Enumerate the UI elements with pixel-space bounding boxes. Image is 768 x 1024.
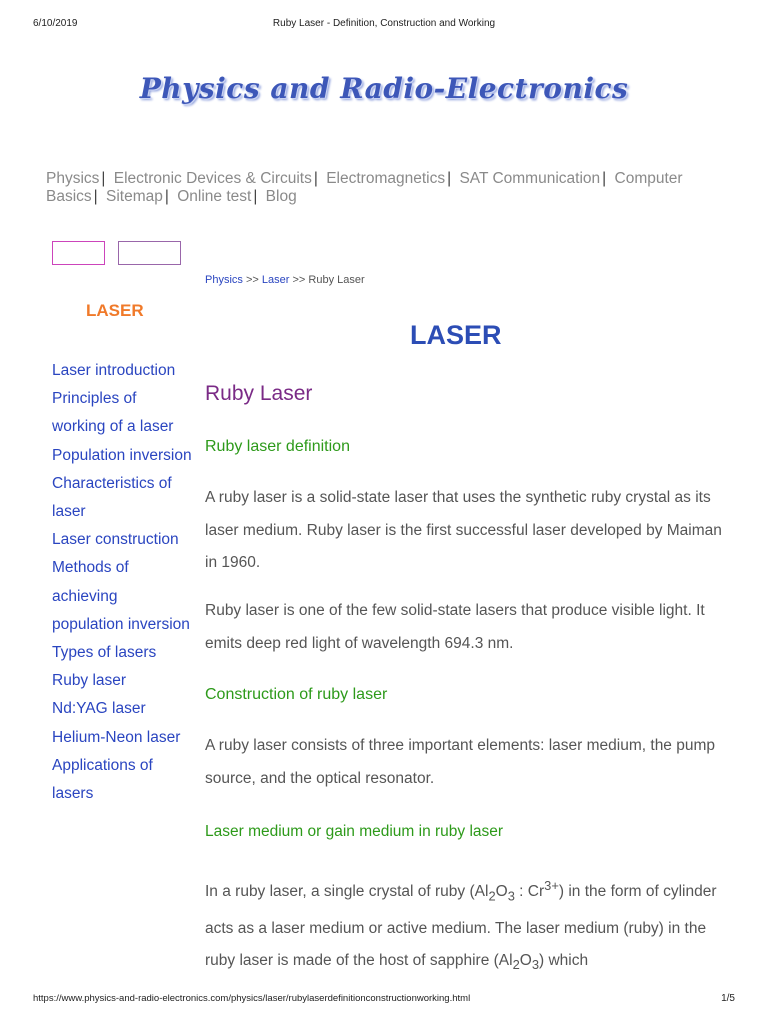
paragraph-laser-medium: [205, 870, 735, 982]
heading-laser-medium: Laser medium or gain medium in ruby laser: [205, 823, 504, 840]
subscript: 3: [507, 888, 515, 904]
sidebar-item-construction[interactable]: Laser construction: [52, 531, 179, 549]
nav-separator: |: [253, 188, 258, 205]
text-run: ) in the form of cylinder acts as a laser medium or active medium. The laser medium (ruby) in the ruby laser is made of the host of sapphire (Al: [205, 883, 717, 970]
print-page-number: 1/5: [721, 993, 735, 1004]
sidebar-item-laser-introduction[interactable]: Laser introduction: [52, 362, 176, 379]
sidebar: [52, 357, 192, 808]
nav-physics[interactable]: Physics: [46, 170, 100, 187]
sidebar-heading: LASER: [86, 301, 144, 320]
section-title: Ruby Laser: [205, 382, 313, 405]
text-run: ) which: [539, 952, 589, 970]
nav-electronic-devices[interactable]: Electronic Devices & Circuits: [113, 170, 312, 187]
breadcrumb-laser[interactable]: Laser: [261, 274, 290, 286]
print-title: Ruby Laser - Definition, Construction and Working: [272, 18, 496, 29]
nav-separator: |: [164, 188, 169, 205]
subscript: 2: [488, 888, 496, 904]
nav-separator: |: [313, 170, 318, 187]
breadcrumb-physics[interactable]: Physics: [205, 274, 243, 286]
subscript: 3: [531, 957, 540, 973]
breadcrumb-separator: >>: [245, 274, 259, 286]
heading-construction: Construction of ruby laser: [205, 686, 388, 703]
placeholder-box-right[interactable]: [118, 241, 181, 265]
breadcrumb-separator: >>: [292, 274, 306, 286]
sidebar-item-characteristics[interactable]: Characteristics of laser: [52, 474, 172, 521]
sidebar-item-ndyag-laser[interactable]: Nd:YAG laser: [52, 700, 146, 718]
superscript: 3+: [544, 878, 559, 893]
nav-online-test[interactable]: Online test: [177, 188, 252, 205]
nav-computer-basics[interactable]: Computer Basics: [46, 170, 683, 205]
nav-separator: |: [93, 188, 98, 205]
nav-blog[interactable]: Blog: [265, 188, 297, 205]
sidebar-item-ruby-laser[interactable]: Ruby laser: [52, 672, 127, 690]
breadcrumb: [205, 274, 365, 286]
sidebar-item-helium-neon[interactable]: Helium-Neon laser: [52, 728, 181, 746]
sidebar-item-principles[interactable]: Principles of working of a laser: [52, 390, 174, 436]
site-logo[interactable]: Physics and Radio-Electronics: [139, 72, 629, 105]
sidebar-item-methods[interactable]: Methods of achieving population inversion: [52, 559, 190, 633]
sidebar-item-applications[interactable]: Applications of lasers: [52, 756, 153, 803]
heading-definition: Ruby laser definition: [205, 438, 350, 455]
nav-sat-communication[interactable]: SAT Communication: [459, 170, 601, 187]
paragraph-visible-light: Ruby laser is one of the few solid-state lasers that produce visible light. It emits deep red light of wavelength 694.3 nm.: [205, 602, 705, 652]
paragraph-construction: A ruby laser consists of three important elements: laser medium, the pump source, and the optical resonator.: [205, 737, 716, 787]
subscript: 2: [512, 957, 520, 973]
sidebar-item-population-inversion[interactable]: Population inversion: [52, 446, 192, 464]
nav-separator: |: [447, 170, 452, 187]
nav-electromagnetics[interactable]: Electromagnetics: [326, 170, 446, 187]
breadcrumb-current: Ruby Laser: [308, 274, 365, 286]
print-url: https://www.physics-and-radio-electronics.com/physics/laser/rubylaserdefinitionconstructionworking.html: [33, 993, 471, 1004]
placeholder-box-left[interactable]: [52, 241, 105, 265]
top-navigation: [36, 170, 736, 206]
text-run: : Cr: [514, 883, 545, 901]
text-run: O: [519, 952, 532, 970]
nav-sitemap[interactable]: Sitemap: [106, 188, 163, 205]
text-run: In a ruby laser, a single crystal of ruby (Al: [205, 883, 489, 901]
text-run: O: [495, 883, 508, 901]
page-title: LASER: [410, 320, 502, 350]
nav-separator: |: [602, 170, 607, 187]
paragraph-definition: A ruby laser is a solid-state laser that uses the synthetic ruby crystal as its laser medium. Ruby laser is the first successful laser developed by Maiman in 1960.: [205, 489, 722, 571]
print-date: 6/10/2019: [33, 18, 78, 29]
nav-separator: |: [101, 170, 106, 187]
sidebar-item-types[interactable]: Types of lasers: [52, 644, 157, 662]
